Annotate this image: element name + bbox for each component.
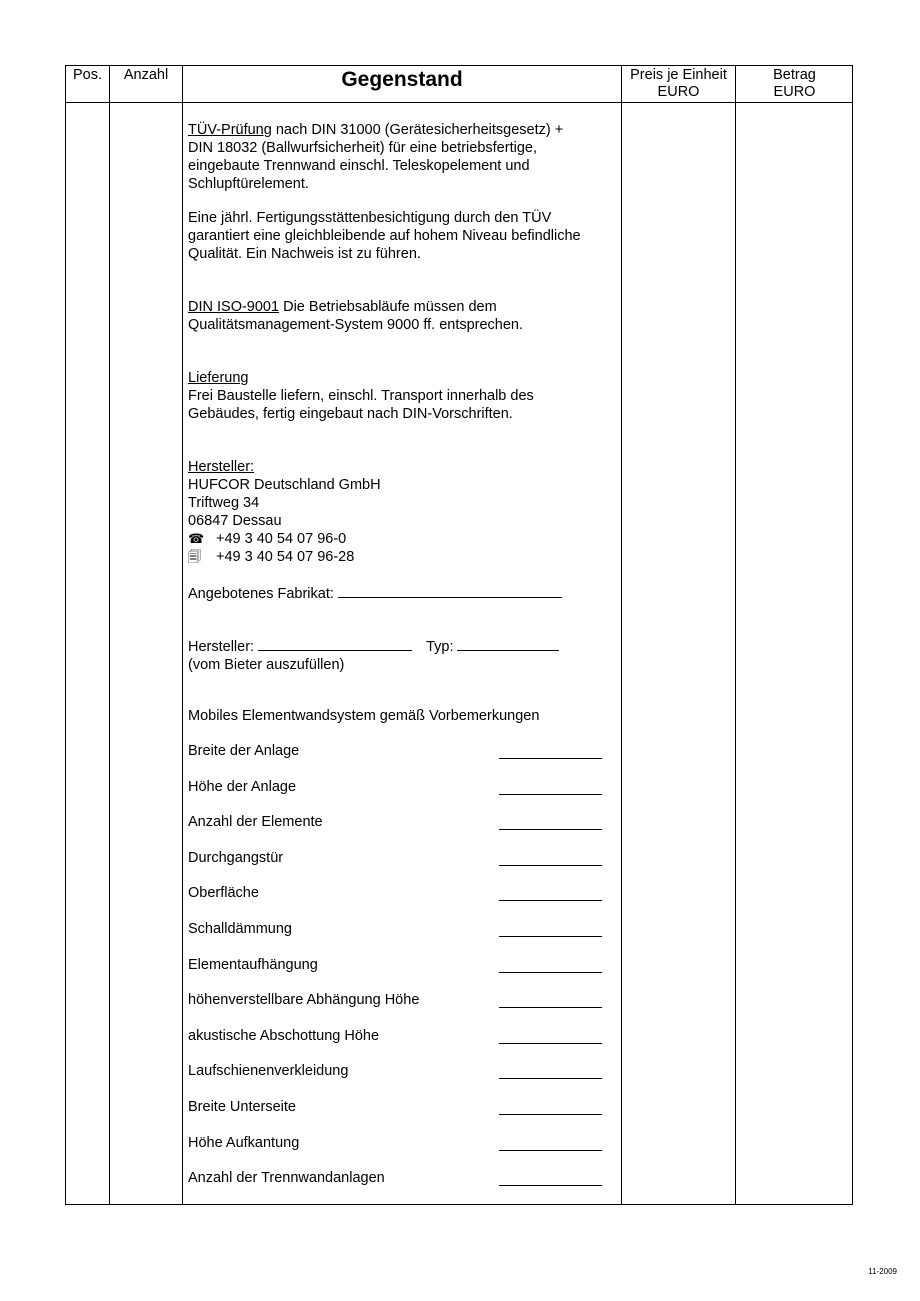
spec-field-row [188,1062,604,1080]
spec-field-blank[interactable] [499,972,602,973]
spec-field-row [188,884,604,902]
delivery-heading: Lieferung [188,370,249,386]
phone-number: +49 3 40 54 07 96-0 [216,531,347,547]
fax-line [188,548,618,566]
offered-product-label: Angebotenes Fabrikat: [188,586,334,602]
inspection-text: garantiert eine gleichbleibende auf hohem Niveau befindliche [188,228,581,244]
header-anzahl: Anzahl [123,67,169,83]
bidder-manufacturer-label: Hersteller: [188,639,255,655]
bidder-row [188,636,618,674]
spec-field-blank[interactable] [499,936,602,937]
spec-field-label: Schalldämmung [188,921,292,937]
spec-field-row [188,1134,604,1152]
spec-field-row [188,813,604,831]
header-betrag-line2: EURO [773,84,816,100]
delivery-text: Gebäudes, fertig eingebaut nach DIN-Vorschriften. [188,406,513,422]
manufacturer-block [188,458,618,566]
offered-product-row [188,583,618,603]
spec-field-label: höhenverstellbare Abhängung Höhe [188,992,420,1009]
phone-line [188,530,618,548]
type-label: Typ: [426,639,454,655]
spec-field-blank[interactable] [499,865,602,866]
type-blank[interactable] [457,636,559,651]
tuev-paragraph [188,121,618,193]
fax-icon: 🗐 [188,549,201,564]
header-betrag-line1: Betrag [773,67,816,83]
tuev-heading: TÜV-Prüfung [188,122,272,138]
spec-field-blank[interactable] [499,1007,602,1008]
delivery-paragraph [188,369,618,423]
spec-field-blank[interactable] [499,794,602,795]
spec-field-row [188,1027,604,1045]
spec-field-label: Anzahl der Elemente [188,814,323,831]
inspection-text: Qualität. Ein Nachweis ist zu führen. [188,246,421,262]
header-gegenstand: Gegenstand [341,68,463,91]
spec-field-row [188,849,604,867]
column-divider [109,66,110,1204]
spec-field-blank[interactable] [499,900,602,901]
header-preis-line1: Preis je Einheit [630,67,727,83]
spec-field-row [188,778,604,796]
spec-field-row [188,742,604,760]
iso-heading: DIN ISO-9001 [188,299,280,315]
spec-field-row [188,956,604,974]
manufacturer-street: Triftweg 34 [188,495,260,511]
spec-field-label: Oberfläche [188,885,259,902]
manufacturer-heading: Hersteller: [188,459,255,475]
tuev-text: DIN 18032 (Ballwurfsicherheit) für eine betriebsfertige, [188,140,537,156]
spec-field-label: Breite Unterseite [188,1099,296,1115]
spec-field-blank[interactable] [499,829,602,830]
inspection-text: Eine jährl. Fertigungsstättenbesichtigung durch den TÜV [188,210,552,226]
manufacturer-name: HUFCOR Deutschland GmbH [188,477,381,493]
header-pos: Pos. [72,67,102,83]
column-divider [621,66,622,1204]
header-betrag [736,67,853,103]
fax-number: +49 3 40 54 07 96-28 [216,549,355,565]
spec-field-label: Durchgangstür [188,849,284,866]
spec-field-blank[interactable] [499,1078,602,1079]
delivery-text: Frei Baustelle liefern, einschl. Transport innerhalb des [188,388,534,404]
spec-field-label: Anzahl der Trennwandanlagen [188,1170,385,1187]
offered-product-blank[interactable] [338,583,562,598]
footer-date: 11-2009 [868,1267,897,1276]
tuev-text: nach DIN 31000 (Gerätesicherheitsgesetz) + [271,122,564,138]
spec-field-blank[interactable] [499,758,602,759]
bidder-manufacturer-blank[interactable] [258,636,412,651]
tuev-text: Schlupftürelement. [188,176,309,192]
spec-field-label: Laufschienenverkleidung [188,1063,349,1080]
system-title: Mobiles Elementwandsystem gemäß Vorbemerkungen [188,708,540,724]
bidder-note: (vom Bieter auszufüllen) [188,657,345,673]
header-preis [622,67,735,103]
column-divider [735,66,736,1204]
spec-field-blank[interactable] [499,1150,602,1151]
telephone-icon: ☎ [188,531,205,546]
spec-field-blank[interactable] [499,1185,602,1186]
manufacturer-city: 06847 Dessau [188,513,282,529]
spec-field-blank[interactable] [499,1043,602,1044]
spec-field-blank[interactable] [499,1114,602,1115]
inspection-paragraph [188,209,618,263]
iso-text: Die Betriebsabläufe müssen dem [279,299,497,315]
spec-field-label: Breite der Anlage [188,743,300,759]
column-divider [182,66,183,1204]
spec-field-row [188,1169,604,1187]
tuev-text: eingebaute Trennwand einschl. Teleskopelement und [188,158,530,174]
spec-field-row [188,920,604,938]
spec-field-row [188,1098,604,1116]
header-preis-line2: EURO [657,84,700,100]
iso-paragraph [188,298,618,334]
spec-field-label: Höhe Aufkantung [188,1134,300,1151]
spec-field-label: Höhe der Anlage [188,778,297,795]
spec-field-label: Elementaufhängung [188,956,318,973]
spec-field-row [188,991,604,1009]
iso-text: Qualitätsmanagement-System 9000 ff. entsprechen. [188,317,524,333]
spec-field-label: akustische Abschottung Höhe [188,1027,380,1044]
